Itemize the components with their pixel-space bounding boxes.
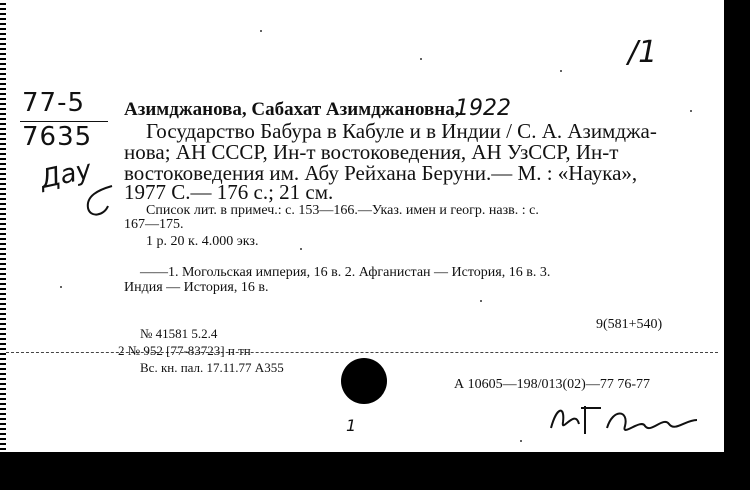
handwritten-signature xyxy=(545,398,705,444)
print-line: 2 № 952 [77-83723] п тп xyxy=(118,343,251,358)
scan-speck xyxy=(690,110,692,112)
title-line-1: Государство Бабура в Кабуле и в Индии / С. А. Азимджа- xyxy=(146,119,657,143)
handwritten-flourish xyxy=(78,182,118,222)
scan-speck xyxy=(520,440,522,442)
scan-border-right xyxy=(724,0,750,490)
title-line-4: 1977 С.— 176 с.; 21 см. xyxy=(124,180,334,204)
signed-line: Вс. кн. пал. 17.11.77 А355 xyxy=(140,360,284,375)
subjects-line-2: Индия — История, 16 в. xyxy=(124,280,269,295)
notes-line-2: 167—175. xyxy=(124,217,184,232)
scan-speck xyxy=(300,248,302,250)
price-line: 1 р. 20 к. 4.000 экз. xyxy=(146,234,259,249)
scan-speck xyxy=(560,70,562,72)
author-year-handwritten: 1922 xyxy=(455,96,511,121)
notes-line-1: Список лит. в примеч.: с. 153—166.—Указ. имен и геогр. назв. : с. xyxy=(146,203,539,218)
title-line-3: востоковедения им. Абу Рейхана Беруни.— М. : «Наука», xyxy=(124,161,638,185)
classification-code: 9(581+540) xyxy=(596,317,663,332)
shelfmark-line-1: 77-5 xyxy=(22,88,86,118)
scan-speck xyxy=(260,30,262,32)
scan-border-bottom xyxy=(0,452,724,490)
record-number: № 41581 5.2.4 xyxy=(140,326,218,341)
scan-speck xyxy=(420,58,422,60)
scan-speck xyxy=(60,286,62,288)
shelfmark-line-2: 7635 xyxy=(22,122,93,152)
library-stamp xyxy=(341,358,387,404)
subjects-line-1: ——1. Могольская империя, 16 в. 2. Афганистан — История, 16 в. 3. xyxy=(140,265,551,280)
bottom-mark: 1 xyxy=(346,416,357,435)
scan-speck xyxy=(480,300,482,302)
publisher-code: А 10605—198/013(02)—77 76-77 xyxy=(454,377,650,392)
perforation-line xyxy=(6,352,718,353)
author-heading: Азимджанова, Сабахат Азимджановна, xyxy=(124,99,460,120)
corner-mark: /1 xyxy=(628,35,658,70)
handwritten-note: Дау xyxy=(37,154,95,196)
title-line-2: нова; АН СССР, Ин-т востоковедения, АН УзССР, Ин-т xyxy=(124,140,619,164)
